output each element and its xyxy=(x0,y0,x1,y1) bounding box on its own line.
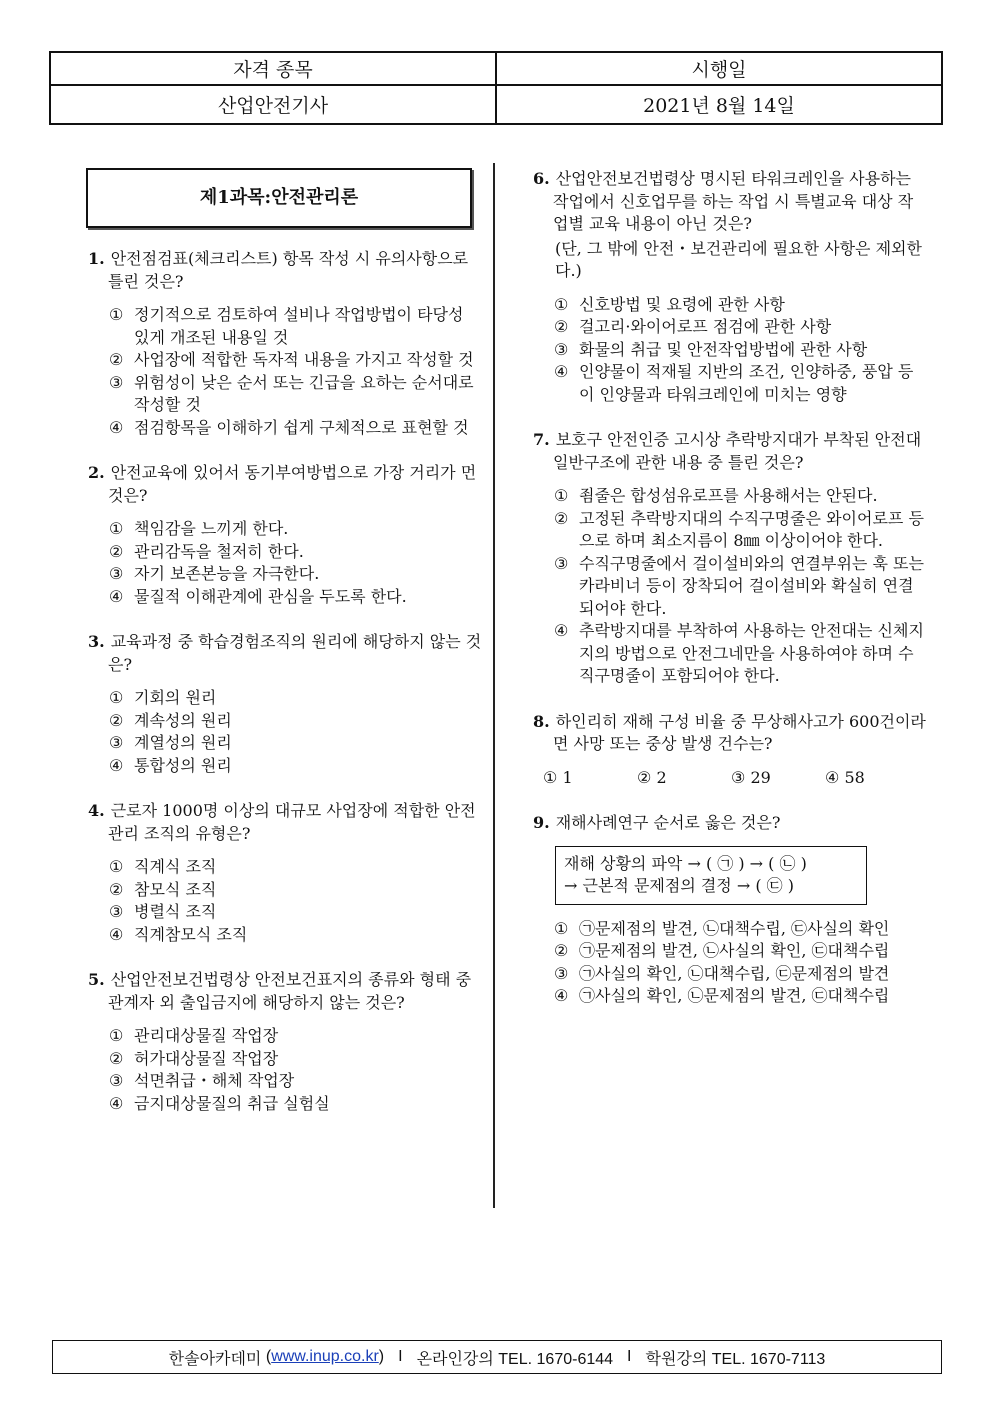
option xyxy=(88,1070,483,1093)
option-mark: ① xyxy=(554,294,569,314)
option-text: 고정된 추락방지대의 수직구명줄은 와이어로프 등으로 하며 최소지름이 8㎜ 이상이어야 한다. xyxy=(579,508,924,550)
question-stem xyxy=(88,800,483,845)
left-column xyxy=(88,168,483,1138)
options-row xyxy=(533,767,928,790)
option-mark: ② xyxy=(109,879,124,899)
footer-academy: 한솔아카데미 xyxy=(168,1350,262,1368)
option-text: 허가대상물질 작업장 xyxy=(134,1048,279,1068)
option xyxy=(88,901,483,924)
option xyxy=(533,339,928,362)
option xyxy=(825,767,919,790)
option-text: 책임감을 느끼게 한다. xyxy=(134,519,289,538)
option-text: 58 xyxy=(844,767,865,787)
option xyxy=(88,687,483,710)
option-text: 화물의 취급 및 안전작업방법에 관한 사항 xyxy=(579,339,868,359)
option xyxy=(88,710,483,733)
option-text: 병렬식 조직 xyxy=(134,902,217,921)
option-text: 기회의 원리 xyxy=(134,688,217,707)
option-mark: ① xyxy=(109,1026,124,1045)
option-mark: ① xyxy=(109,857,124,876)
question-stem xyxy=(88,631,483,676)
option-mark: ④ xyxy=(825,767,840,787)
option-text: 계열성의 원리 xyxy=(134,733,232,752)
option-mark: ③ xyxy=(109,733,124,752)
question-stem xyxy=(88,969,483,1014)
option-text: 인양물이 적재될 지반의 조건, 인양하중, 풍압 등이 인양물과 타워크레인에 미치는 영향 xyxy=(579,362,914,404)
question-text: 산업안전보건법령상 안전보건표지의 종류와 형태 중 관계자 외 출입금지에 해당하지 않는 것은? xyxy=(108,970,472,1012)
question-number: 3. xyxy=(88,632,105,651)
question-1 xyxy=(88,248,483,439)
question-4 xyxy=(88,800,483,946)
section-title: 제1과목:안전관리론 xyxy=(86,168,472,228)
option-text: 참모식 조직 xyxy=(134,879,217,899)
question-stem xyxy=(533,168,928,236)
option-text: 사업장에 적합한 독자적 내용을 가지고 작성할 것 xyxy=(134,350,474,369)
header-value-subject: 산업안전기사 xyxy=(50,85,496,124)
exam-header-table xyxy=(49,51,943,125)
option-text: 관리대상물질 작업장 xyxy=(134,1026,279,1045)
option xyxy=(88,518,483,541)
question-text: 재해사례연구 순서로 옳은 것은? xyxy=(555,813,781,832)
option-text: 직계참모식 조직 xyxy=(134,924,248,944)
question-2 xyxy=(88,462,483,608)
question-stem xyxy=(88,248,483,293)
option-mark: ③ xyxy=(109,564,124,583)
option-text: 물질적 이해관계에 관심을 두도록 한다. xyxy=(134,586,407,606)
option-mark: ③ xyxy=(731,767,746,787)
question-text: 교육과정 중 학습경험조직의 원리에 해당하지 않는 것은? xyxy=(108,632,482,674)
question-text: 안전점검표(체크리스트) 항목 작성 시 유의사항으로 틀린 것은? xyxy=(108,249,469,291)
option-mark: ② xyxy=(109,541,124,561)
option xyxy=(533,620,928,688)
option xyxy=(88,1025,483,1048)
option-mark: ② xyxy=(109,710,124,730)
option-mark: ① xyxy=(543,767,558,787)
option xyxy=(533,485,928,508)
option-text: 29 xyxy=(750,767,771,787)
option xyxy=(533,361,928,406)
option xyxy=(637,767,731,790)
option xyxy=(88,304,483,349)
question-text: 산업안전보건법령상 명시된 타워크레인을 사용하는 작업에서 신호업무를 하는 작업 시 특별교육 대상 작업별 교육 내용이 아닌 것은? xyxy=(553,169,914,233)
question-number: 4. xyxy=(88,801,105,820)
option xyxy=(533,508,928,553)
option-text: 죔줄은 합성섬유로프를 사용해서는 안된다. xyxy=(579,486,878,505)
option-mark: ④ xyxy=(109,1093,124,1113)
question-5 xyxy=(88,969,483,1115)
option xyxy=(88,1093,483,1116)
option-mark: ④ xyxy=(109,924,124,944)
footer-separator: I xyxy=(398,1348,403,1365)
option xyxy=(88,1048,483,1071)
header-label-subject: 자격 종목 xyxy=(50,52,496,85)
question-text: 하인리히 재해 구성 비율 중 무상해사고가 600건이라면 사망 또는 중상 발생 건수는? xyxy=(553,711,926,753)
question-6 xyxy=(533,168,928,406)
option-text: 추락방지대를 부착하여 사용하는 안전대는 신체지지의 방법으로 안전그네만을 사용하여야 하며 수직구명줄이 포함되어야 한다. xyxy=(579,621,924,685)
option-text: 관리감독을 철저히 한다. xyxy=(134,541,304,561)
option-mark: ③ xyxy=(109,902,124,921)
option xyxy=(533,553,928,621)
option-mark: ③ xyxy=(109,372,124,392)
option-mark: ② xyxy=(554,317,569,336)
option-text: ㉠문제점의 발견, ㉡대책수립, ㉢사실의 확인 xyxy=(579,918,890,938)
option-text: 점검항목을 이해하기 쉽게 구체적으로 표현할 것 xyxy=(134,417,469,437)
option-mark: ① xyxy=(109,519,124,538)
question-number: 1. xyxy=(88,249,105,268)
question-stem xyxy=(88,462,483,507)
option xyxy=(731,767,825,790)
option xyxy=(88,924,483,947)
option-mark: ④ xyxy=(109,586,124,606)
option xyxy=(543,767,637,790)
option-mark: ② xyxy=(109,1048,124,1068)
option-mark: ③ xyxy=(554,963,569,983)
option xyxy=(88,586,483,609)
option xyxy=(88,541,483,564)
question-3 xyxy=(88,631,483,777)
option-mark: ② xyxy=(637,767,652,787)
question-text: 안전교육에 있어서 동기부여방법으로 가장 거리가 먼 것은? xyxy=(108,463,477,505)
option xyxy=(533,316,928,339)
option-text: ㉠사실의 확인, ㉡대책수립, ㉢문제점의 발견 xyxy=(579,963,890,983)
option-text: 석면취급・해체 작업장 xyxy=(134,1071,295,1090)
header-label-date: 시행일 xyxy=(496,52,942,85)
option-mark: ① xyxy=(554,486,569,505)
option xyxy=(533,985,928,1008)
question-note: (단, 그 밖에 안전・보건관리에 필요한 사항은 제외한다.) xyxy=(555,238,922,280)
option xyxy=(88,879,483,902)
question-number: 8. xyxy=(533,711,550,731)
column-divider xyxy=(493,163,495,1208)
option-mark: ① xyxy=(554,918,569,938)
option-text: ㉠사실의 확인, ㉡문제점의 발견, ㉢대책수립 xyxy=(579,986,890,1005)
question-stem xyxy=(533,812,928,835)
option xyxy=(88,856,483,879)
option-mark: ④ xyxy=(109,417,124,437)
page-footer: 한솔아카데미 ( www.inup.co.kr ) I 온라인강의 TEL. 1670-6144 I 학원강의 TEL. 1670-7113 xyxy=(52,1340,942,1374)
option-text: 수직구명줄에서 걸이설비와의 연결부위는 훅 또는 카라비너 등이 장착되어 걸이설비와 확실히 연결되어야 한다. xyxy=(579,553,924,618)
right-column xyxy=(533,168,928,1031)
sequence-line-1: 재해 상황의 파악 → ( ㉠ ) → ( ㉡ ) xyxy=(564,853,807,873)
option xyxy=(88,349,483,372)
footer-separator: I xyxy=(627,1348,632,1365)
option xyxy=(533,940,928,963)
header-value-date: 2021년 8월 14일 xyxy=(496,85,942,124)
question-number: 9. xyxy=(533,813,550,832)
footer-website-link[interactable]: www.inup.co.kr xyxy=(271,1348,379,1365)
question-number: 6. xyxy=(533,169,550,188)
question-stem xyxy=(533,711,928,756)
option-mark: ④ xyxy=(554,621,569,640)
option-mark: ④ xyxy=(554,986,569,1005)
option-text: 2 xyxy=(656,767,667,787)
footer-offline-phone: 학원강의 TEL. 1670-7113 xyxy=(645,1350,826,1368)
question-stem xyxy=(533,429,928,474)
option-text: 위험성이 낮은 순서 또는 긴급을 요하는 순서대로 작성할 것 xyxy=(134,372,474,414)
option xyxy=(88,732,483,755)
option-mark: ② xyxy=(554,508,569,528)
question-text: 근로자 1000명 이상의 대규모 사업장에 적합한 안전관리 조직의 유형은? xyxy=(108,801,476,843)
question-number: 5. xyxy=(88,970,105,989)
question-9 xyxy=(533,812,928,1008)
option-text: 계속성의 원리 xyxy=(134,710,232,730)
question-number: 2. xyxy=(88,463,105,482)
option-mark: ① xyxy=(109,688,124,707)
footer-online-phone: 온라인강의 TEL. 1670-6144 xyxy=(416,1350,614,1368)
option-text: 걸고리·와이어로프 점검에 관한 사항 xyxy=(579,317,832,336)
option-text: 통합성의 원리 xyxy=(134,755,232,775)
option-mark: ③ xyxy=(109,1071,124,1090)
option xyxy=(533,918,928,941)
option-text: 금지대상물질의 취급 실험실 xyxy=(134,1093,330,1113)
option-mark: ① xyxy=(109,305,124,324)
option-text: 1 xyxy=(562,767,573,787)
question-text: 보호구 안전인증 고시상 추락방지대가 부착된 안전대 일반구조에 관한 내용 중 틀린 것은? xyxy=(553,430,922,472)
option-mark: ④ xyxy=(109,755,124,775)
question-number: 7. xyxy=(533,430,550,449)
option-mark: ③ xyxy=(554,553,569,573)
option-text: 정기적으로 검토하여 설비나 작업방법이 타당성 있게 개조된 내용일 것 xyxy=(134,305,464,347)
option xyxy=(533,963,928,986)
sequence-box xyxy=(555,846,867,905)
sequence-line-2: → 근본적 문제점의 결정 → ( ㉢ ) xyxy=(564,876,795,895)
option-mark: ④ xyxy=(554,362,569,381)
option xyxy=(533,294,928,317)
option-text: ㉠문제점의 발견, ㉡사실의 확인, ㉢대책수립 xyxy=(579,941,890,960)
option xyxy=(88,563,483,586)
option-text: 자기 보존본능을 자극한다. xyxy=(134,564,320,583)
option-mark: ③ xyxy=(554,339,569,359)
option-mark: ② xyxy=(109,350,124,369)
option xyxy=(88,417,483,440)
option-text: 신호방법 및 요령에 관한 사항 xyxy=(579,294,785,314)
question-7 xyxy=(533,429,928,688)
option xyxy=(88,755,483,778)
option xyxy=(88,372,483,417)
option-text: 직계식 조직 xyxy=(134,857,217,876)
option-mark: ② xyxy=(554,941,569,960)
question-8 xyxy=(533,711,928,790)
